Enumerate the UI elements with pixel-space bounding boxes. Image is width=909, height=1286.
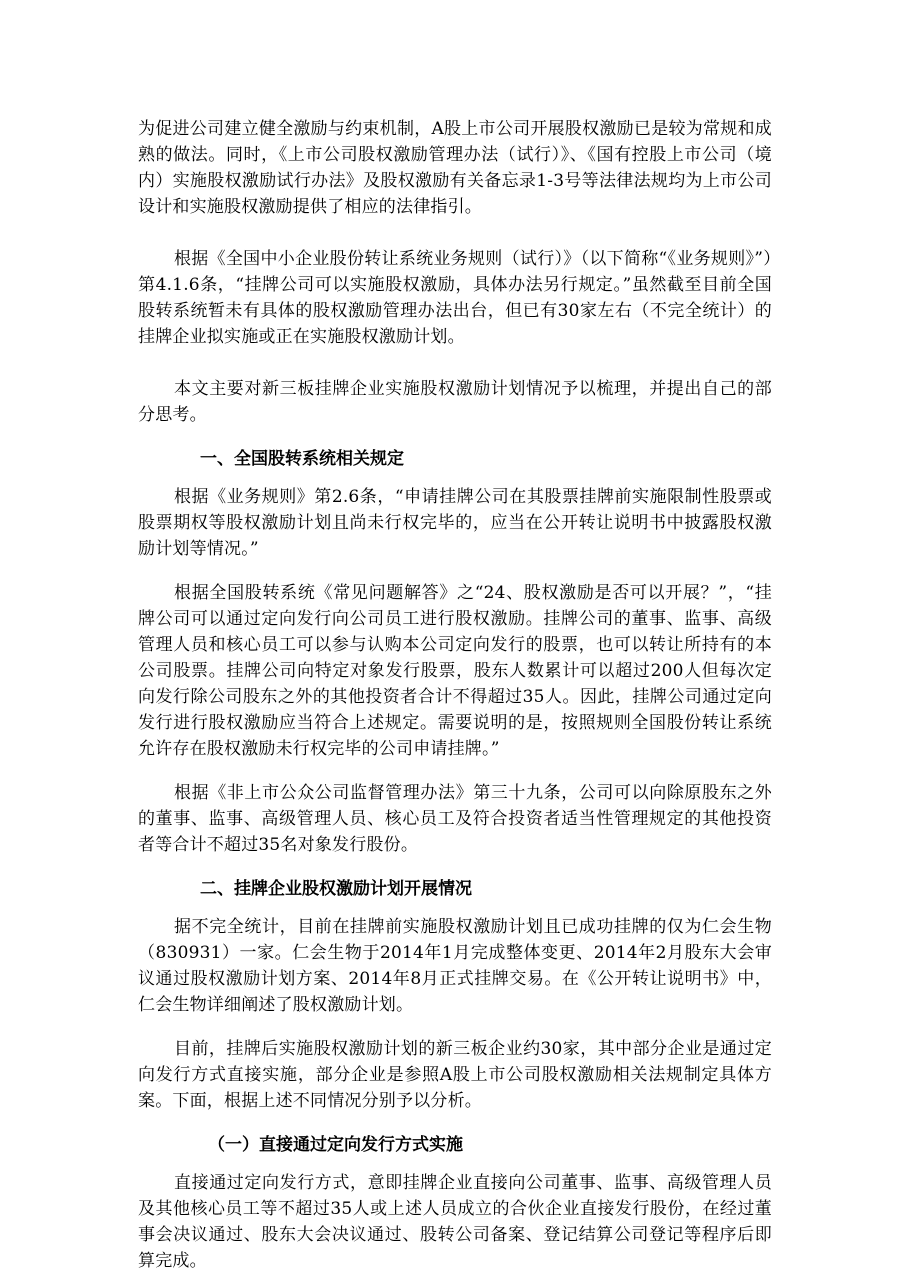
section-2-1-paragraph-1: 直接通过定向发行方式，意即挂牌企业直接向公司董事、监事、高级管理人员及其他核心员工等不超过35人或上述人员成立的合伙企业直接发行股份，在经过董事会决议通过、股东大会决议通过、股转公司备案、登记结算公司登记等程序后即算完成。 (138, 1173, 772, 1271)
section-2-paragraph-2: 目前，挂牌后实施股权激励计划的新三板企业约30家，其中部分企业是通过定向发行方式直接实施，部分企业是参照A股上市公司股权激励相关法规制定具体方案。下面，根据上述不同情况分别予以分析。 (138, 1039, 772, 1111)
section-2-paragraph-1: 据不完全统计，目前在挂牌前实施股权激励计划且已成功挂牌的仅为仁会生物（830931）一家。仁会生物于2014年1月完成整体变更、2014年2月股东大会审议通过股权激励计划方案、2014年8月正式挂牌交易。在《公开转让说明书》中，仁会生物详细阐述了股权激励计划。 (138, 917, 772, 1015)
intro-paragraph: 为促进公司建立健全激励与约束机制，A股上市公司开展股权激励已是较为常规和成熟的做法。同时，《上市公司股权激励管理办法（试行）》、《国有控股上市公司（境内）实施股权激励试行办法》及股权激励有关备忘录1-3号等法律法规均为上市公司设计和实施股权激励提供了相应的法律指引。 (138, 119, 772, 217)
section-1-paragraph-3: 根据《非上市公众公司监督管理办法》第三十九条，公司可以向除原股东之外的董事、监事、高级管理人员、核心员工及符合投资者适当性管理规定的其他投资者等合计不超过35名对象发行股份。 (138, 783, 772, 855)
section-2-heading: 二、挂牌企业股权激励计划开展情况 (200, 879, 472, 899)
document-page (138, 116, 772, 1274)
section-1-heading: 一、全国股转系统相关规定 (200, 449, 404, 469)
section-1-paragraph-2: 根据全国股转系统《常见问题解答》之“24、股权激励是否可以开展？”，“挂牌公司可以通过定向发行向公司员工进行股权激励。挂牌公司的董事、监事、高级管理人员和核心员工可以参与认购本公司定向发行的股票，也可以转让所持有的本公司股票。挂牌公司向特定对象发行股票，股东人数累计可以超过200人但每次定向发行除公司股东之外的其他投资者合计不得超过35人。因此，挂牌公司通过定向发行进行股权激励应当符合上述规定。需要说明的是，按照规则全国股份转让系统允许存在股权激励未行权完毕的公司申请挂牌。” (138, 583, 772, 759)
section-1-paragraph-1: 根据《业务规则》第2.6条，“申请挂牌公司在其股票挂牌前实施限制性股票或股票期权等股权激励计划且尚未行权完毕的，应当在公开转让说明书中披露股权激励计划等情况。” (138, 487, 772, 559)
rules-paragraph: 根据《全国中小企业股份转让系统业务规则（试行）》（以下简称“《业务规则》”）第4.1.6条，“挂牌公司可以实施股权激励，具体办法另行规定。”虽然截至目前全国股转系统暂未有具体的股权激励管理办法出台，但已有30家左右（不完全统计）的挂牌企业拟实施或正在实施股权激励计划。 (138, 249, 772, 347)
purpose-paragraph: 本文主要对新三板挂牌企业实施股权激励计划情况予以梳理，并提出自己的部分思考。 (138, 379, 772, 425)
section-2-1-heading: （一）直接通过定向发行方式实施 (208, 1135, 463, 1155)
